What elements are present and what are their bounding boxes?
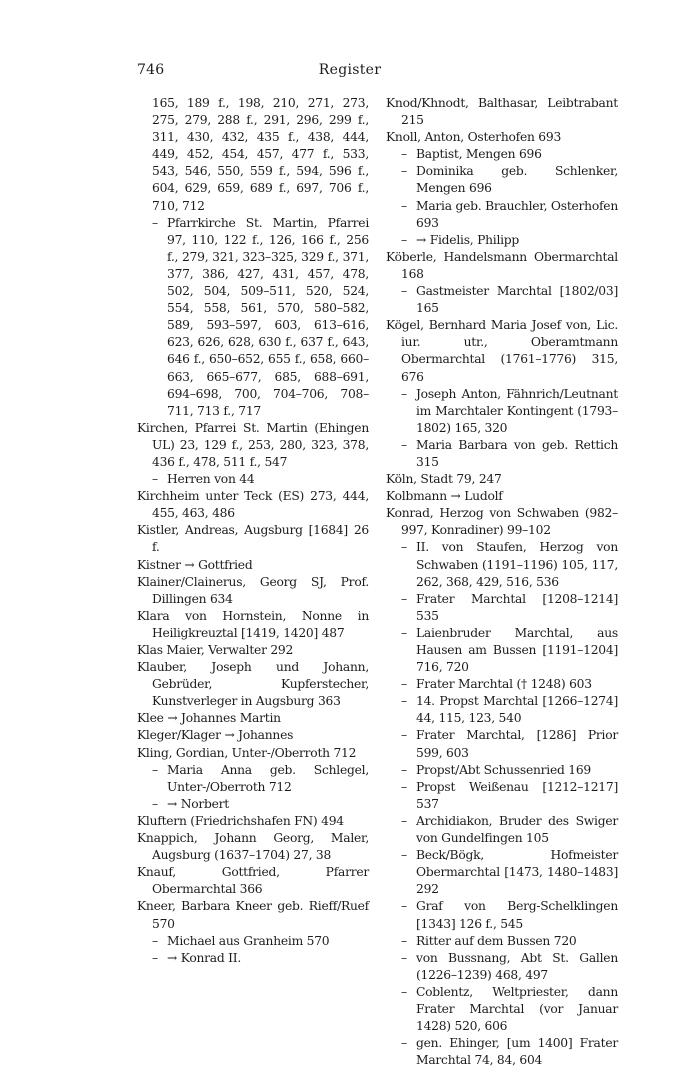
index-subentry: [386, 933, 618, 950]
entry-text: Kneer, Barbara Kneer geb. Rieff/Ruef 570: [137, 899, 369, 931]
index-subentry: [386, 847, 618, 898]
subentry-dash: –: [401, 677, 407, 692]
entry-text: II. von Staufen, Herzog von Schwaben (1191–1196) 105, 117, 262, 368, 429, 516, 536: [416, 540, 618, 589]
index-entry: [137, 898, 369, 932]
entry-text: Klainer/Clainerus, Georg SJ, Prof. Dillingen 634: [137, 574, 369, 606]
entry-text: Baptist, Mengen 696: [416, 147, 542, 162]
entry-text: → Norbert: [167, 796, 229, 811]
entry-text: Kistner → Gottfried: [137, 557, 253, 572]
subentry-dash: –: [401, 762, 407, 777]
subentry-dash: –: [401, 950, 407, 965]
entry-text: Knappich, Johann Georg, Maler, Augsburg (1637–1704) 27, 38: [137, 831, 369, 863]
index-entry: [386, 488, 618, 505]
entry-text: Köln, Stadt 79, 247: [386, 472, 502, 487]
index-entry: [137, 608, 369, 642]
subentry-dash: –: [152, 933, 158, 948]
entry-text: Knoll, Anton, Osterhofen 693: [386, 130, 562, 145]
index-column-right: [386, 95, 618, 1069]
entry-text: von Bussnang, Abt St. Gallen (1226–1239) 468, 497: [416, 950, 618, 982]
index-entry: [137, 642, 369, 659]
entry-text: Kirchheim unter Teck (ES) 273, 444, 455, 463, 486: [137, 489, 369, 521]
subentry-dash: –: [401, 164, 407, 179]
entry-text: Frater Marchtal († 1248) 603: [416, 677, 592, 692]
index-subentry: [137, 796, 369, 813]
index-entry: [386, 129, 618, 146]
index-entry: [386, 471, 618, 488]
entry-text: Archidiakon, Bruder des Swiger von Gundelfingen 105: [416, 813, 618, 846]
index-subentry: [386, 898, 618, 932]
entry-text: Frater Marchtal [1208–1214] 535: [416, 591, 618, 623]
index-subentry: [386, 437, 618, 471]
entry-text: Propst/Abt Schussenried 169: [416, 762, 591, 777]
subentry-dash: –: [401, 198, 407, 213]
entry-text: Dominika geb. Schlenker, Mengen 696: [416, 164, 618, 196]
index-entry: [137, 488, 369, 522]
subentry-dash: –: [401, 694, 407, 709]
index-entry-continuation: [137, 95, 369, 215]
subentry-dash: –: [401, 232, 407, 247]
running-title: Register: [318, 62, 382, 78]
subentry-dash: –: [401, 728, 407, 743]
index-entry: [137, 864, 369, 898]
subentry-dash: –: [401, 984, 407, 999]
entry-text: Köberle, Handelsmann Obermarchtal 168: [386, 249, 618, 281]
entry-text: Kluftern (Friedrichshafen FN) 494: [137, 813, 344, 828]
index-subentry: [386, 676, 618, 693]
index-subentry: [386, 386, 618, 437]
subentry-dash: –: [152, 472, 158, 487]
entry-text: → Konrad II.: [167, 950, 242, 965]
index-subentry: [137, 933, 369, 950]
index-subentry: [137, 762, 369, 796]
index-entry: [137, 710, 369, 727]
index-entry: [137, 522, 369, 556]
entry-text: Kling, Gordian, Unter-/Oberroth 712: [137, 745, 357, 760]
entry-text: Maria geb. Brauchler, Osterhofen 693: [416, 198, 618, 230]
subentry-dash: –: [152, 950, 158, 965]
index-subentry: [386, 950, 618, 984]
subentry-dash: –: [401, 933, 407, 948]
index-subentry: [386, 693, 618, 727]
index-entry: [137, 574, 369, 608]
index-entry: [137, 813, 369, 830]
index-entry: [386, 317, 618, 385]
entry-text: Joseph Anton, Fähnrich/Leutnant im Marchtaler Kontingent (1793–1802) 165, 320: [416, 386, 618, 435]
entry-text: Herren von 44: [167, 472, 255, 487]
subentry-dash: –: [401, 625, 407, 640]
index-subentry: [386, 163, 618, 197]
entry-text: Kistler, Andreas, Augsburg [1684] 26 f.: [137, 523, 369, 555]
subentry-dash: –: [401, 899, 407, 914]
index-subentry: [137, 471, 369, 488]
subentry-dash: –: [401, 437, 407, 452]
index-subentry: [386, 198, 618, 232]
subentry-dash: –: [401, 540, 407, 555]
entry-text: Knod/Khnodt, Balthasar, Leibtrabant 215: [386, 96, 618, 128]
index-subentry: [137, 950, 369, 967]
entry-text: Knauf, Gottfried, Pfarrer Obermarchtal 366: [137, 865, 369, 897]
index-subentry: [386, 232, 618, 249]
entry-text: → Fidelis, Philipp: [416, 232, 520, 247]
entry-text: Gastmeister Marchtal [1802/03] 165: [416, 284, 618, 316]
subentry-dash: –: [152, 796, 158, 811]
index-subentry: [386, 727, 618, 761]
index-subentry: [386, 539, 618, 590]
subentry-dash: –: [152, 762, 158, 777]
index-entry: [137, 420, 369, 471]
subentry-dash: –: [401, 1036, 407, 1051]
entry-text: Frater Marchtal, [1286] Prior 599, 603: [416, 728, 618, 760]
index-entry: [137, 659, 369, 710]
entry-text: Kolbmann → Ludolf: [386, 489, 503, 504]
entry-text: 165, 189 f., 198, 210, 271, 273, 275, 279, 288 f., 291, 296, 299 f., 311, 430, 432, 435 f., 438, 444, 449, 452, 454, 457, 477 f., 533, 543, 546, 550, 559 f., 594, 596 f., 604, 629, 659, 689 f., 697, 706 f., 710, 712: [152, 96, 369, 213]
entry-text: Maria Barbara von geb. Rettich 315: [416, 437, 618, 469]
subentry-dash: –: [401, 813, 407, 828]
entry-text: Beck/Bögk, Hofmeister Obermarchtal [1473, 1480–1483] 292: [416, 848, 618, 897]
entry-text: Kögel, Bernhard Maria Josef von, Lic. iur. utr., Oberamtmann Obermarchtal (1761–1776) 315, 676: [386, 318, 618, 384]
entry-text: Klauber, Joseph und Johann, Gebrüder, Kupferstecher, Kunstverleger in Augsburg 363: [137, 660, 369, 709]
index-entry: [386, 505, 618, 539]
entry-text: Klee → Johannes Martin: [137, 711, 281, 726]
subentry-dash: –: [401, 284, 407, 299]
index-entry: [137, 830, 369, 864]
subentry-dash: –: [152, 215, 158, 230]
entry-text: Coblentz, Weltpriester, dann Frater Marchtal (vor Januar 1428) 520, 606: [416, 984, 618, 1034]
entry-text: Pfarrkirche St. Martin, Pfarrei 97, 110, 122 f., 126, 166 f., 256 f., 279, 321, 323–325, 329 f., 371, 377, 386, 427, 431, 457, 478, 502, 504, 509–511, 520, 524, 554, 558, 561, 570, 580–582, 589, 593–597, 603, 613–616, 623, 626, 628, 630 f., 637 f., 643, 646 f., 650–652, 655 f., 658, 660–663, 665–677, 685, 688–691, 694–698, 700, 704–706, 708–711, 713 f., 717: [167, 215, 369, 418]
entry-text: Propst Weißenau [1212–1217] 537: [416, 779, 618, 811]
index-subentry: [386, 813, 618, 847]
index-entry: [137, 557, 369, 574]
entry-text: gen. Ehinger, [um 1400] Frater Marchtal 74, 84, 604: [416, 1036, 618, 1068]
index-subentry: [386, 146, 618, 163]
index-entry: [137, 727, 369, 744]
entry-text: Maria Anna geb. Schlegel, Unter-/Oberroth 712: [167, 762, 369, 794]
entry-text: 14. Propst Marchtal [1266–1274] 44, 115, 123, 540: [416, 694, 618, 726]
entry-text: Kirchen, Pfarrei St. Martin (Ehingen UL) 23, 129 f., 253, 280, 323, 378, 436 f., 478, 511 f., 547: [137, 420, 369, 469]
subentry-dash: –: [401, 848, 407, 863]
page-number: 746: [137, 62, 165, 78]
entry-text: Klara von Hornstein, Nonne in Heiligkreuztal [1419, 1420] 487: [137, 608, 369, 640]
index-subentry: [386, 283, 618, 317]
entry-text: Graf von Berg-Schelklingen [1343] 126 f., 545: [416, 899, 618, 931]
entry-text: Klas Maier, Verwalter 292: [137, 643, 294, 657]
index-subentry: [137, 215, 369, 420]
entry-text: Konrad, Herzog von Schwaben (982–997, Konradiner) 99–102: [386, 506, 618, 538]
subentry-dash: –: [401, 591, 407, 606]
subentry-dash: –: [401, 779, 407, 794]
entry-text: Ritter auf dem Bussen 720: [416, 933, 577, 948]
index-column-left: [137, 95, 369, 967]
index-subentry: [386, 984, 618, 1035]
index-subentry: [386, 625, 618, 676]
subentry-dash: –: [401, 147, 407, 162]
index-subentry: [386, 591, 618, 625]
entry-text: Kleger/Klager → Johannes: [137, 728, 294, 743]
entry-text: Laienbruder Marchtal, aus Hausen am Bussen [1191–1204] 716, 720: [416, 625, 618, 675]
index-entry: [137, 745, 369, 762]
subentry-dash: –: [401, 386, 407, 401]
index-subentry: [386, 1035, 618, 1069]
index-subentry: [386, 762, 618, 779]
entry-text: Michael aus Granheim 570: [167, 933, 330, 948]
index-subentry: [386, 779, 618, 813]
index-entry: [386, 95, 618, 129]
index-entry: [386, 249, 618, 283]
